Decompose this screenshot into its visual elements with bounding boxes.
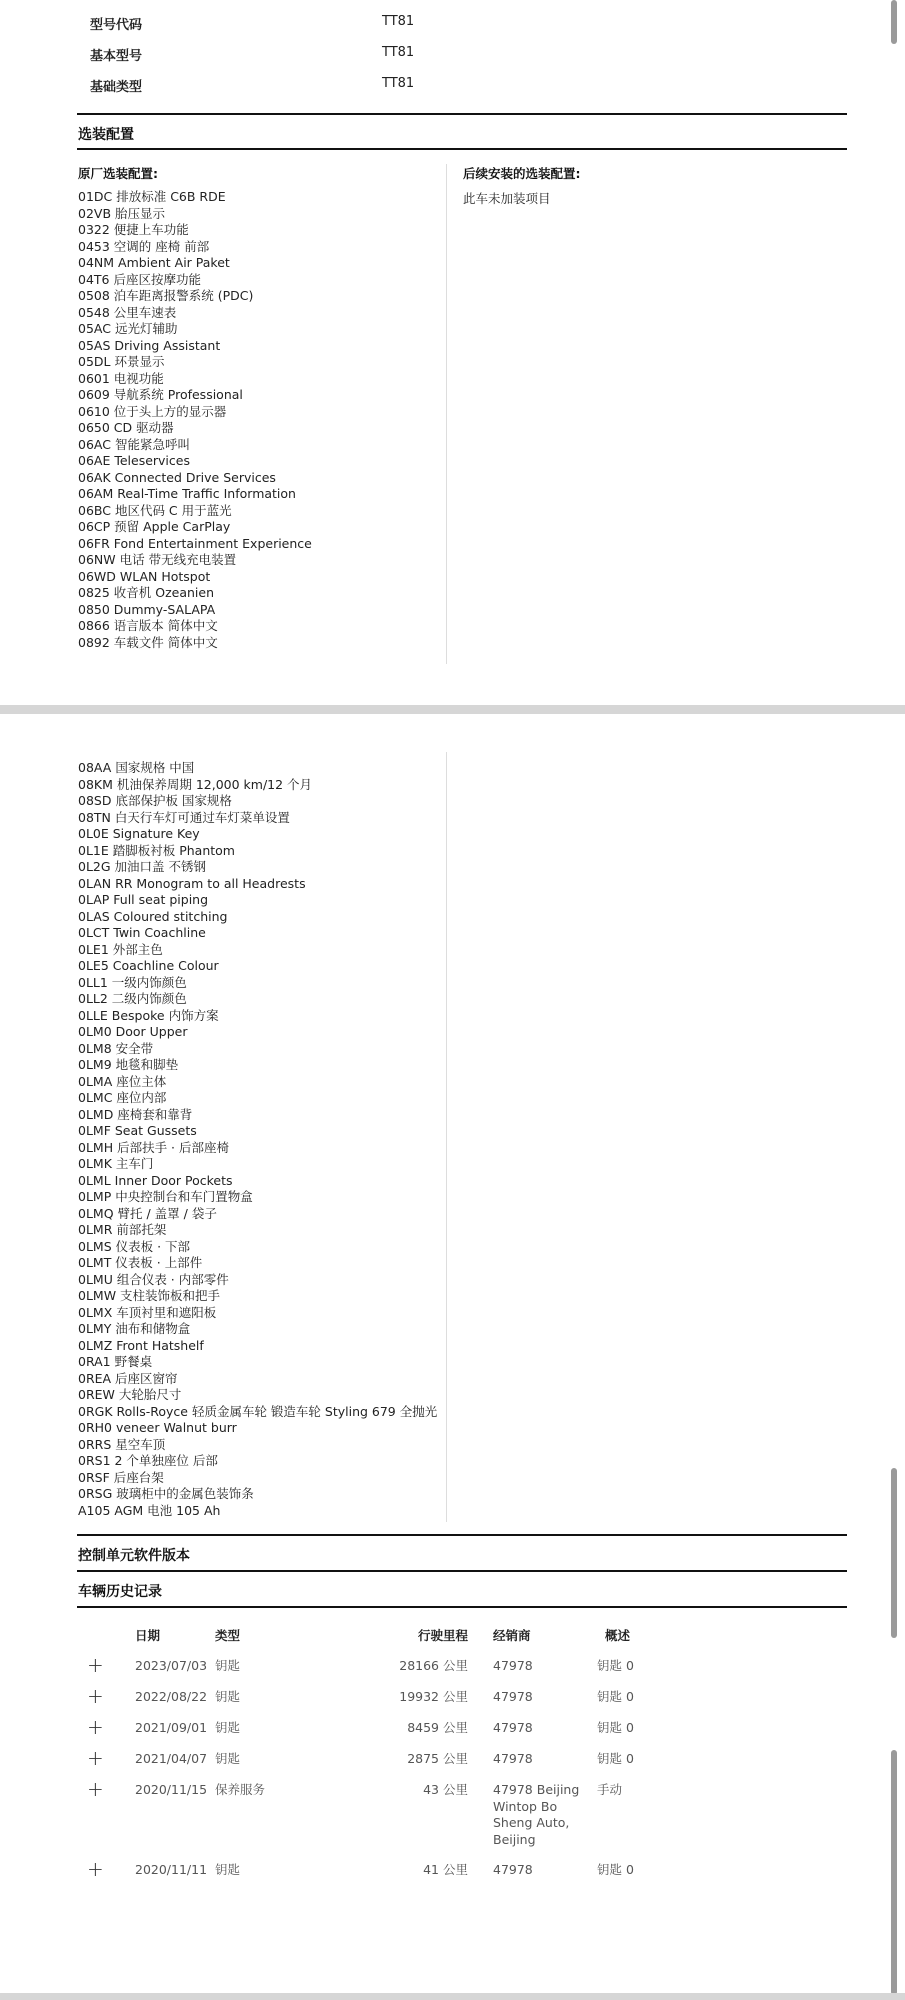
history-mileage: 2875 公里	[407, 1751, 468, 1766]
option-item: 0LE5 Coachline Colour	[78, 958, 219, 973]
history-summary: 钥匙 0	[597, 1751, 634, 1766]
option-item: 0LM0 Door Upper	[78, 1024, 188, 1039]
option-item: 0LE1 外部主色	[78, 941, 163, 957]
history-type: 钥匙	[215, 1862, 241, 1877]
history-dealer: 47978	[493, 1862, 533, 1877]
ecu-section-title[interactable]: 控制单元软件版本	[78, 1548, 190, 1564]
option-item: 0LMA 座位主体	[78, 1073, 167, 1089]
scrollbar-thumb[interactable]	[891, 1750, 897, 1995]
column-header-dealer: 经销商	[493, 1628, 531, 1643]
option-item: 0LLE Bespoke 内饰方案	[78, 1007, 219, 1023]
options-section-title: 选装配置	[78, 127, 134, 143]
option-item: 0LMQ 臂托 / 盖罩 / 袋子	[78, 1205, 217, 1221]
info-label: 基本型号	[90, 49, 143, 64]
option-item: 0866 语言版本 简体中文	[78, 618, 218, 633]
column-header-summary: 概述	[605, 1628, 631, 1643]
option-item: 0RA1 野餐桌	[78, 1354, 153, 1369]
retrofit-options-text: 此车未加装项目	[463, 191, 551, 206]
history-type: 钥匙	[215, 1751, 241, 1766]
history-type: 钥匙	[215, 1720, 241, 1735]
option-item: 06AM Real-Time Traffic Information	[78, 486, 296, 501]
column-divider	[446, 164, 447, 664]
option-item: 0LM9 地毯和脚垫	[78, 1057, 179, 1072]
history-dealer: 47978	[493, 1720, 533, 1735]
option-item: 0453 空调的 座椅 前部	[78, 238, 210, 254]
history-type: 保养服务	[215, 1782, 266, 1797]
history-date: 2023/07/03	[135, 1658, 208, 1673]
scrollbar-thumb[interactable]	[891, 0, 897, 44]
option-item: 0825 收音机 Ozeanien	[78, 585, 215, 600]
column-divider	[446, 752, 447, 1522]
option-item: 0LMR 前部托架	[78, 1222, 167, 1237]
option-item: 0LMY 油布和储物盒	[78, 1321, 191, 1336]
history-mileage: 8459 公里	[407, 1720, 468, 1735]
option-item: 0548 公里车速表	[78, 304, 177, 320]
option-item: 0LMF Seat Gussets	[78, 1123, 197, 1138]
history-summary: 钥匙 0	[597, 1862, 634, 1877]
option-item: 0RSG 玻璃柜中的金属色装饰条	[78, 1486, 254, 1501]
history-summary: 手动	[597, 1782, 623, 1797]
expand-row-button[interactable]: +	[87, 1653, 104, 1677]
option-item: 08AA 国家规格 中国	[78, 760, 195, 775]
divider	[77, 1534, 847, 1536]
divider	[77, 1570, 847, 1572]
option-item: 0LMZ Front Hatshelf	[78, 1337, 204, 1353]
page-separator	[0, 1993, 905, 2000]
option-item: 0610 位于头上方的显示器	[78, 403, 227, 419]
option-item: A105 AGM 电池 105 Ah	[78, 1502, 221, 1518]
option-item: 0LM8 安全带	[78, 1040, 154, 1056]
info-value: TT81	[382, 76, 415, 91]
history-type: 钥匙	[215, 1658, 241, 1673]
expand-row-button[interactable]: +	[87, 1777, 104, 1801]
history-mileage: 41 公里	[423, 1862, 468, 1877]
history-mileage: 43 公里	[423, 1782, 468, 1797]
option-item: 0LMD 座椅套和靠背	[78, 1106, 193, 1122]
option-item: 0LMC 座位内部	[78, 1090, 167, 1105]
history-summary: 钥匙 0	[597, 1658, 634, 1673]
option-item: 0850 Dummy-SALAPA	[78, 601, 216, 617]
option-item: 06BC 地区代码 C 用于蓝光	[78, 502, 232, 518]
option-item: 06WD WLAN Hotspot	[78, 568, 211, 584]
history-date: 2020/11/11	[135, 1862, 208, 1877]
option-item: 06AK Connected Drive Services	[78, 469, 276, 485]
info-value: TT81	[382, 14, 415, 29]
history-date: 2020/11/15	[135, 1782, 208, 1797]
column-header-type: 类型	[215, 1628, 241, 1643]
option-item: 0508 泊车距离报警系统 (PDC)	[78, 288, 254, 303]
option-item: 0L0E Signature Key	[78, 826, 200, 841]
option-item: 0RRS 星空车顶	[78, 1436, 166, 1452]
expand-row-button[interactable]: +	[87, 1684, 104, 1708]
history-mileage: 19932 公里	[399, 1689, 468, 1704]
option-item: 0LMX 车顶衬里和遮阳板	[78, 1304, 217, 1320]
option-item: 0RGK Rolls-Royce 轻质金属车轮 锻造车轮 Styling 679 全抛光	[78, 1403, 438, 1419]
option-item: 01DC 排放标准 C6B RDE	[78, 189, 226, 204]
option-item: 0RH0 veneer Walnut burr	[78, 1420, 237, 1435]
history-date: 2022/08/22	[135, 1689, 208, 1704]
option-item: 06FR Fond Entertainment Experience	[78, 535, 312, 551]
option-item: 0L1E 踏脚板衬板 Phantom	[78, 842, 235, 858]
option-item: 0REW 大轮胎尺寸	[78, 1387, 182, 1402]
option-item: 0LAS Coloured stitching	[78, 908, 228, 924]
option-item: 0LMK 主车门	[78, 1156, 154, 1171]
history-type: 钥匙	[215, 1689, 241, 1704]
option-item: 0LL2 二级内饰颜色	[78, 991, 187, 1006]
option-item: 02VB 胎压显示	[78, 205, 166, 221]
option-item: 08TN 白天行车灯可通过车灯菜单设置	[78, 809, 290, 825]
option-item: 06NW 电话 带无线充电装置	[78, 552, 237, 567]
scrollbar-thumb[interactable]	[891, 1468, 897, 1638]
info-label: 基础类型	[90, 80, 143, 95]
history-summary: 钥匙 0	[597, 1720, 634, 1735]
option-item: 0LMW 支柱装饰板和把手	[78, 1288, 221, 1303]
option-item: 0601 电视功能	[78, 370, 164, 386]
option-item: 05DL 环景显示	[78, 354, 165, 369]
option-item: 04T6 后座区按摩功能	[78, 271, 201, 287]
info-value: TT81	[382, 45, 415, 60]
option-item: 06CP 预留 Apple CarPlay	[78, 519, 231, 534]
divider	[77, 1606, 847, 1608]
factory-options-list-continued	[78, 760, 437, 1519]
option-item: 0LMT 仪表板 · 上部件	[78, 1255, 203, 1270]
info-label: 型号代码	[90, 18, 143, 33]
option-item: 04NM Ambient Air Paket	[78, 255, 230, 270]
option-item: 08SD 底部保护板 国家规格	[78, 793, 232, 808]
option-item: 0LL1 一级内饰颜色	[78, 974, 187, 990]
divider	[77, 148, 847, 150]
history-summary: 钥匙 0	[597, 1689, 634, 1704]
option-item: 0LMH 后部扶手 · 后部座椅	[78, 1139, 229, 1155]
expand-row-button[interactable]: +	[87, 1746, 104, 1770]
option-item: 05AC 远光灯辅助	[78, 321, 178, 336]
expand-row-button[interactable]: +	[87, 1857, 104, 1881]
option-item: 05AS Driving Assistant	[78, 337, 221, 353]
option-item: 0LAN RR Monogram to all Headrests	[78, 875, 306, 891]
option-item: 0322 便捷上车功能	[78, 222, 189, 237]
option-item: 08KM 机油保养周期 12,000 km/12 个月	[78, 776, 313, 792]
factory-options-heading: 原厂选装配置:	[78, 166, 158, 181]
option-item: 0L2G 加油口盖 不锈钢	[78, 859, 207, 874]
option-item: 0892 车载文件 简体中文	[78, 634, 218, 650]
page-separator	[0, 705, 905, 714]
option-item: 0RS1 2 个单独座位 后部	[78, 1453, 218, 1468]
option-item: 0650 CD 驱动器	[78, 420, 174, 435]
option-item: 0LAP Full seat piping	[78, 892, 209, 907]
option-item: 0RSF 后座台架	[78, 1469, 164, 1485]
option-item: 0LML Inner Door Pockets	[78, 1172, 233, 1188]
divider	[77, 113, 847, 115]
option-item: 0609 导航系统 Professional	[78, 387, 243, 402]
option-item: 06AE Teleservices	[78, 453, 190, 468]
expand-row-button[interactable]: +	[87, 1715, 104, 1739]
history-dealer: 47978	[493, 1658, 533, 1673]
history-section-title: 车辆历史记录	[78, 1584, 162, 1600]
column-header-date: 日期	[135, 1628, 161, 1643]
option-item: 06AC 智能紧急呼叫	[78, 436, 190, 452]
option-item: 0LMP 中央控制台和车门置物盒	[78, 1189, 253, 1204]
option-item: 0LCT Twin Coachline	[78, 925, 206, 940]
retrofit-options-heading: 后续安装的选装配置:	[463, 166, 581, 181]
column-header-mileage: 行驶里程	[417, 1628, 468, 1643]
option-item: 0LMS 仪表板 · 下部	[78, 1238, 191, 1254]
history-date: 2021/04/07	[135, 1751, 208, 1766]
history-dealer: 47978 Beijing Wintop Bo Sheng Auto, Beijing	[493, 1782, 580, 1847]
factory-options-list	[78, 189, 312, 651]
history-dealer: 47978	[493, 1689, 533, 1704]
option-item: 0REA 后座区窗帘	[78, 1370, 178, 1386]
history-date: 2021/09/01	[135, 1720, 208, 1735]
history-dealer: 47978	[493, 1751, 533, 1766]
history-mileage: 28166 公里	[399, 1658, 468, 1673]
option-item: 0LMU 组合仪表 · 内部零件	[78, 1271, 229, 1287]
